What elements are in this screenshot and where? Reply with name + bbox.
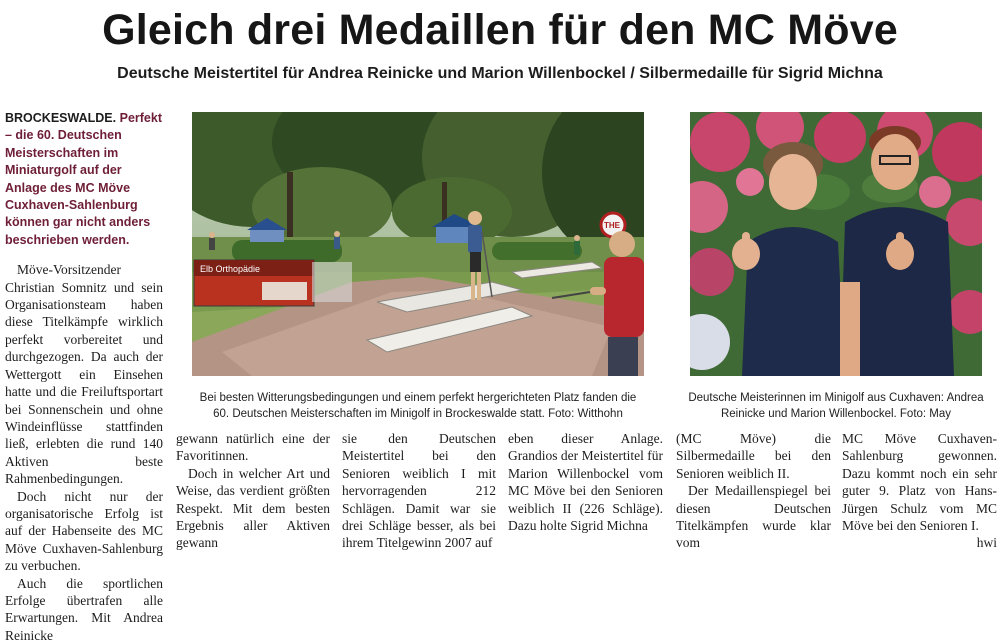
body-paragraph: Auch die sportlichen Erfolge übertrafen alle Erwartungen. Mit Andrea Reinicke — [5, 575, 163, 643]
body-paragraph: Doch nicht nur der organisatorische Erfolg ist auf der Habenseite des MC Möve Cuxhaven-Sahlenburg zu verbuchen. — [5, 488, 163, 574]
photo-medalists — [690, 112, 982, 376]
sign-text: THE — [604, 221, 620, 230]
body-paragraph: Möve-Vorsitzender Christian Somnitz und sein Organisationsteam haben diese Titelkämpfe wirklich perfekt vorbereitet und durchgezogen. Da auch der Wettergott ein Einsehen hatte und die Freiluftsportart bei Sonnenschein und ohne Windeinflüsse stattfinden ließ, erlebten die rund 140 Aktiven beste Rahmenbedingungen. — [5, 262, 163, 487]
body-paragraph: Der Medaillenspiegel bei diesen Deutschen Titelkämpfen wurde klar vom — [676, 483, 831, 551]
author-signature: hwi — [976, 535, 997, 551]
body-paragraph: gewann natürlich eine der Favoritinnen. — [176, 431, 330, 464]
article-column-1 — [5, 110, 163, 644]
subheadline: Deutsche Meistertitel für Andrea Reinicke und Marion Willenbockel / Silbermedaille für Sigrid Michna — [117, 65, 883, 82]
body-paragraph: MC Möve Cuxhaven-Sahlenburg gewonnen. Dazu kommt noch ein sehr guter 9. Platz von Hans-Jürgen Schulz vom MC Möve bei den Senioren I. — [842, 431, 997, 534]
article-column-6 — [842, 430, 997, 552]
banner-logo-text: Elb Orthopädie — [200, 264, 261, 274]
medalists-image — [690, 112, 982, 376]
article-column-2 — [176, 430, 330, 552]
photo-minigolf-course — [192, 112, 644, 376]
course-image — [192, 112, 644, 376]
article-column-3 — [342, 430, 496, 552]
body-paragraph: (MC Möve) die Silbermedaille bei den Senioren weiblich II. — [676, 431, 831, 481]
photo1-caption: Bei besten Witterungsbedingungen und einem perfekt hergerichteten Platz fanden die 60. Deutschen Meisterschaften im Minigolf in Brockeswalde statt. Foto: Witthohn — [199, 392, 637, 420]
headline: Gleich drei Medaillen für den MC Möve — [102, 6, 898, 54]
lead-paragraph — [5, 110, 163, 249]
body-paragraph: Doch in welcher Art und Weise, das verdient größten Respekt. Mit dem besten Ergebnis aller Aktiven gewann — [176, 465, 330, 551]
body-paragraph: sie den Deutschen Meistertitel bei den Senioren weiblich I mit hervorragenden 212 Schlägen. Damit war sie drei Schläge besser, als bei ihrem Titelgewinn 2007 auf — [342, 431, 496, 551]
lead-teaser: Perfekt – die 60. Deutschen Meisterschaften im Miniaturgolf auf der Anlage des MC Möve Cuxhaven-Sahlenburg können gar nicht anders beschrieben werden. — [5, 111, 162, 247]
photo2-caption: Deutsche Meisterinnen im Minigolf aus Cuxhaven: Andrea Reinicke und Marion Willenbockel. Foto: May — [688, 392, 984, 420]
article-column-5 — [676, 430, 831, 552]
dateline: BROCKESWALDE. — [5, 111, 117, 125]
body-paragraph: eben dieser Anlage. Grandios der Meistertitel für Marion Willenbockel vom MC Möve bei den Senioren weiblich II (226 Schläge). Dazu holte Sigrid Michna — [508, 431, 663, 534]
article-column-4 — [508, 430, 663, 534]
